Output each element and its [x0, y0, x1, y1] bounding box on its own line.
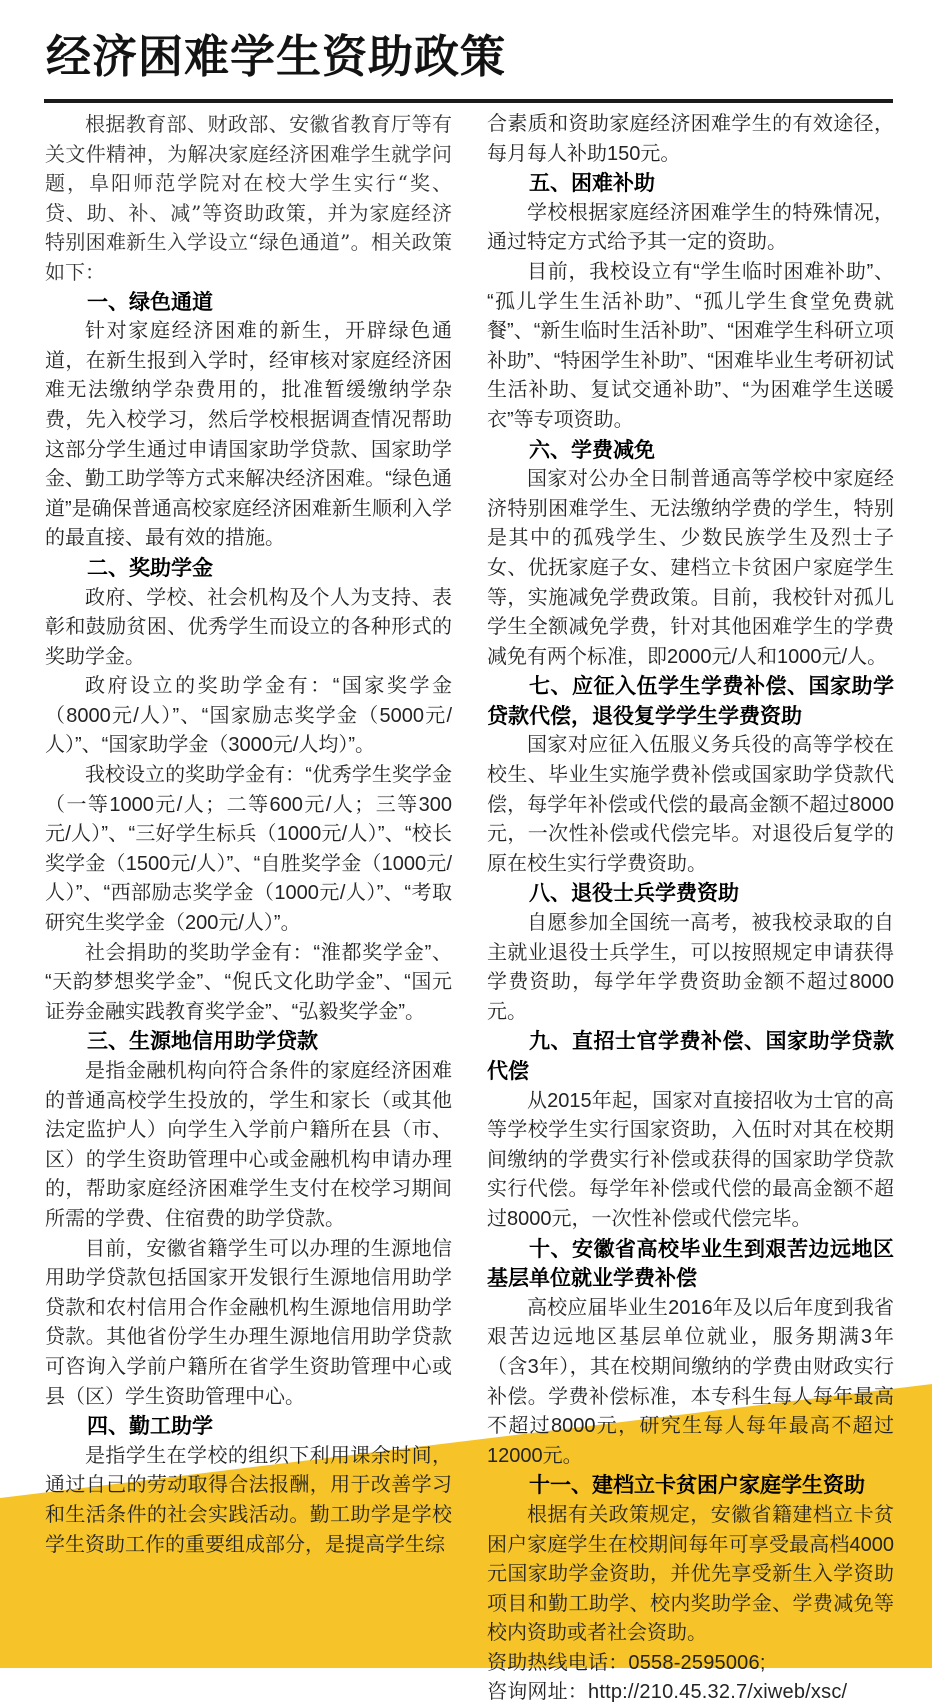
section-7-paragraph: 国家对应征入伍服义务兵役的高等学校在校生、毕业生实施学费补偿或国家助学贷款代偿，每学年补偿或代偿的最高金额不超过8000元，一次性补偿或代偿完毕。对退役后复学的原在校生实行学费资助。 — [487, 734, 894, 875]
section-11-paragraph: 根据有关政策规定，安徽省籍建档立卡贫困户家庭学生在校期间每年可享受最高档4000元国家助学金资助，并优先享受新生入学资助项目和勤工助学、校内奖助学金、学费减免等校内资助或者社会资助。 — [487, 1503, 894, 1645]
section-8-heading: 八、退役士兵学费资助 — [529, 882, 739, 906]
section-2-paragraph: 政府、学校、社会机构及个人为支持、表彰和鼓励贫困、优秀学生而设立的各种形式的奖助学金。 — [45, 586, 452, 668]
section-11-heading: 十一、建档立卡贫困户家庭学生资助 — [529, 1474, 865, 1498]
section-2-paragraph: 政府设立的奖助学金有：“国家奖学金（8000元/人）”、“国家励志奖学金（5000元/人）”、“国家助学金（3000元/人均）”。 — [45, 675, 452, 757]
hotline-phone: 资助热线电话：0558-2595006; — [487, 1651, 766, 1674]
section-3-paragraph: 是指金融机构向符合条件的家庭经济困难的普通高校学生投放的，学生和家长（或其他法定监护人）向学生入学前户籍所在县（市、区）的学生资助管理中心或金融机构申请办理的，帮助家庭经济困难学生支付在校学习期间所需的学费、住宿费的助学贷款。 — [45, 1060, 452, 1230]
section-4-heading: 四、勤工助学 — [87, 1415, 213, 1439]
section-4-continuation: 合素质和资助家庭经济困难学生的有效途径，每月每人补助150元。 — [487, 113, 894, 165]
section-7-heading: 七、应征入伍学生学费补偿、国家助学贷款代偿，退役复学学生学费资助 — [487, 675, 894, 728]
two-column-body — [45, 110, 894, 1708]
section-8-paragraph: 自愿参加全国统一高考，被我校录取的自主就业退役士兵学生，可以按照规定申请获得学费资助，每学年学费资助金额不超过8000元。 — [487, 912, 894, 1023]
section-9-heading: 九、直招士官学费补偿、国家助学贷款代偿 — [487, 1030, 894, 1083]
title-divider — [44, 99, 893, 103]
masthead — [46, 20, 506, 85]
section-3-paragraph: 目前，安徽省籍学生可以办理的生源地信用助学贷款包括国家开发银行生源地信用助学贷款和农村信用合作金融机构生源地信用助学贷款。其他省份学生办理生源地信用助学贷款可咨询入学前户籍所在省学生资助管理中心或县（区）学生资助管理中心。 — [45, 1237, 452, 1408]
section-5-paragraph: 目前，我校设立有“学生临时困难补助”、“孤儿学生生活补助”、“孤儿学生食堂免费就餐”、“新生临时生活补助”、“困难学生科研立项补助”、“特困学生补助”、“困难毕业生考研初试生活补助、复试交通补助”、“为困难学生送暖衣”等专项资助。 — [487, 260, 894, 431]
section-3-heading: 三、生源地信用助学贷款 — [87, 1030, 318, 1054]
left-column — [45, 110, 452, 1708]
section-1-heading: 一、绿色通道 — [87, 290, 213, 314]
section-2-paragraph: 我校设立的奖助学金有：“优秀学生奖学金（一等1000元/人；二等600元/人；三等300元/人）”、“三好学生标兵（1000元/人）”、“校长奖学金（1500元/人）”、“自胜奖学金（1000元/人）”、“西部励志奖学金（1000元/人）”、“考取研究生奖学金（200元/人）”。 — [45, 764, 452, 935]
section-2-paragraph: 社会捐助的奖助学金有：“淮都奖学金”、“天韵梦想奖学金”、“倪氏文化助学金”、“国元证券金融实践教育奖学金”、“弘毅奖学金”。 — [45, 941, 452, 1023]
page-title: 经济困难学生资助政策 — [46, 31, 507, 82]
section-1-paragraph: 针对家庭经济困难的新生，开辟绿色通道，在新生报到入学时，经审核对家庭经济困难无法缴纳学杂费用的，批准暂缓缴纳学杂费，先入校学习，然后学校根据调查情况帮助这部分学生通过申请国家助学贷款、国家助学金、勤工助学等方式来解决经济困难。“绿色通道”是确保普通高校家庭经济困难新生顺利入学的最直接、最有效的措施。 — [45, 320, 452, 550]
section-9-paragraph: 从2015年起，国家对直接招收为士官的高等学校学生实行国家资助，入伍时对其在校期间缴纳的学费实行补偿或获得的国家助学贷款实行代偿。每学年补偿或代偿的最高金额不超过8000元，一次性补偿或代偿完毕。 — [487, 1089, 894, 1230]
intro-paragraph: 根据教育部、财政部、安徽省教育厅等有关文件精神，为解决家庭经济困难学生就学问题，阜阳师范学院对在校大学生实行“奖、贷、助、补、减”等资助政策，并为家庭经济特别困难新生入学设立“绿色通道”。相关政策如下： — [45, 112, 452, 284]
section-10-heading: 十、安徽省高校毕业生到艰苦边远地区基层单位就业学费补偿 — [487, 1237, 894, 1291]
section-5-paragraph: 学校根据家庭经济困难学生的特殊情况，通过特定方式给予其一定的资助。 — [487, 201, 894, 254]
section-6-paragraph: 国家对公办全日制普通高等学校中家庭经济特别困难学生、无法缴纳学费的学生，特别是其中的孤残学生、少数民族学生及烈士子女、优抚家庭子女、建档立卡贫困户家庭学生等，实施减免学费政策。目前，我校针对孤儿学生全额减免学费，针对其他困难学生的学费减免有两个标准，即2000元/人和1000元/人。 — [487, 468, 894, 668]
section-5-heading: 五、困难补助 — [529, 172, 655, 196]
section-10-paragraph: 高校应届毕业生2016年及以后年度到我省艰苦边远地区基层单位就业，服务期满3年（含3年），其在校期间缴纳的学费由财政实行补偿。学费补偿标准，本专科生每人每年最高不超过8000元，研究生每人每年最高不超过12000元。 — [487, 1296, 894, 1467]
right-column — [487, 110, 894, 1708]
section-2-heading: 二、奖助学金 — [87, 556, 213, 580]
section-4-paragraph: 是指学生在学校的组织下利用课余时间，通过自己的劳动取得合法报酬，用于改善学习和生活条件的社会实践活动。勤工助学是学校学生资助工作的重要组成部分，是提高学生综 — [45, 1444, 452, 1556]
section-6-heading: 六、学费减免 — [529, 438, 655, 462]
consult-url: 咨询网址：http://210.45.32.7/xiweb/xsc/ — [487, 1681, 848, 1704]
